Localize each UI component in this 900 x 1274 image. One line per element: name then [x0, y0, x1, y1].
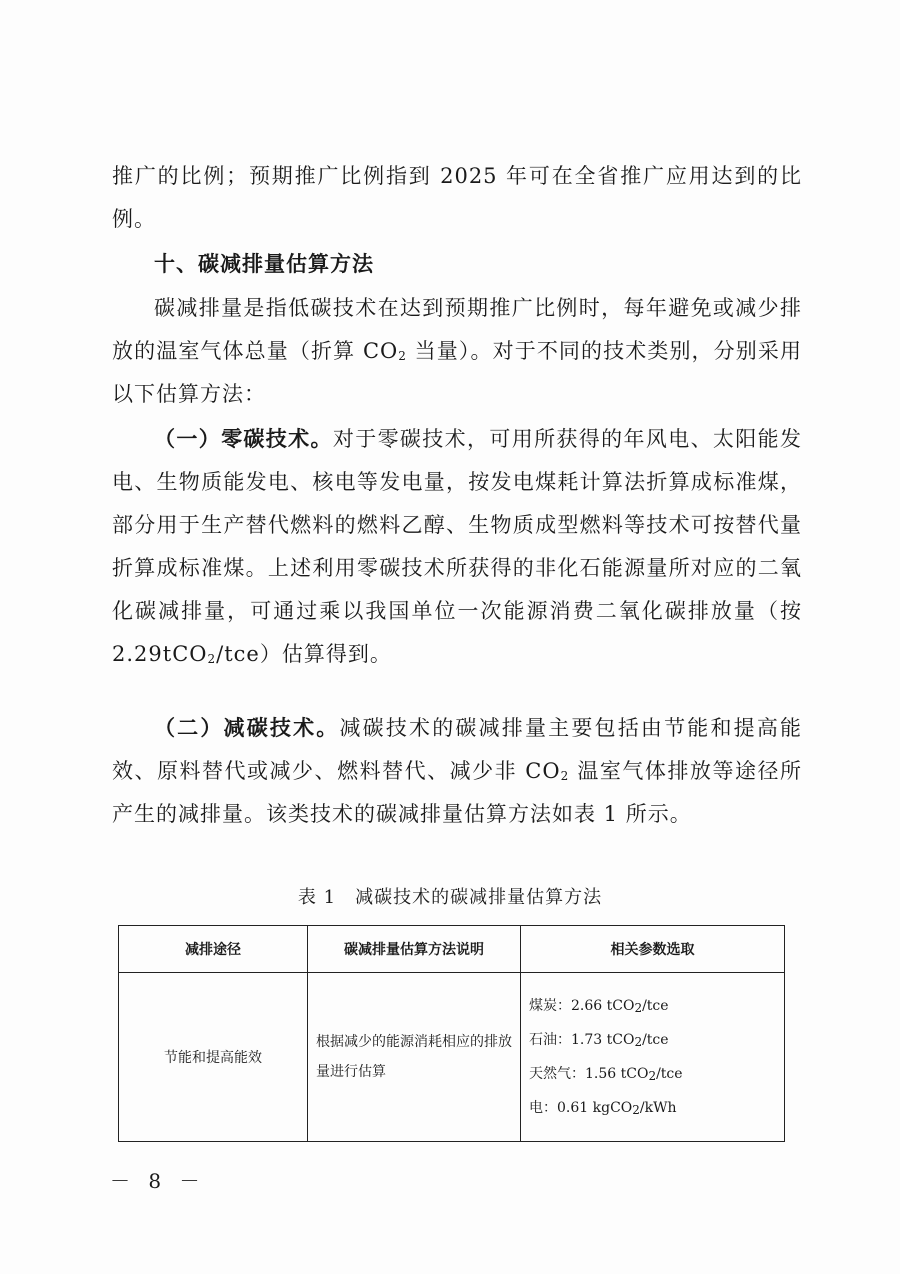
table-row [119, 973, 785, 1142]
cell-route: 节能和提高能效 [119, 973, 308, 1142]
paragraph-definition-block [112, 287, 802, 416]
reduce-carbon-lead: （二）减碳技术。 [154, 716, 340, 740]
paragraph-reduce-carbon: （二）减碳技术。减碳技术的碳减排量主要包括由节能和提高能效、原料替代或减少、燃料替代、减少非 $CO_2$ 温室气体排放等途径所产生的减排量。该类技术的碳减排量估算方法如表 1 所示。 [112, 716, 803, 826]
body-text [112, 155, 802, 241]
param-oil: 石油：1.73 tCO$_2$/tce [529, 1032, 669, 1049]
section-heading: 十、碳减排量估算方法 [154, 252, 374, 276]
param-coal: 煤炭：2.66 tCO$_2$/tce [529, 998, 669, 1015]
estimation-methods-table [118, 925, 785, 1142]
header-params: 相关参数选取 [521, 926, 785, 973]
paragraph-zero-carbon-block [112, 418, 802, 676]
param-electricity: 电：0.61 kgCO$_2$/kWh [529, 1100, 677, 1117]
paragraph-definition: 碳减排量是指低碳技术在达到预期推广比例时，每年避免或减少排放的温室气体总量（折算 $CO_2$ 当量）。对于不同的技术类别，分别采用以下估算方法： [112, 296, 802, 406]
header-method: 碳减排量估算方法说明 [308, 926, 521, 973]
paragraph-continuation: 推广的比例；预期推广比例指到 2025 年可在全省推广应用达到的比例。 [112, 164, 802, 231]
header-route: 减排途径 [119, 926, 308, 973]
cell-method: 根据减少的能源消耗相应的排放量进行估算 [308, 973, 521, 1142]
table-header-row [119, 926, 785, 973]
cell-params [521, 973, 785, 1142]
paragraph-zero-carbon: （一）零碳技术。对于零碳技术，可用所获得的年风电、太阳能发电、生物质能发电、核电等发电量，按发电煤耗计算法折算成标准煤，部分用于生产替代燃料的燃料乙醇、生物质成型燃料等技术可按替代量折算成标准煤。上述利用零碳技术所获得的非化石能源量所对应的二氧化碳减排量，可通过乘以我国单位一次能源消费二氧化碳排放量（按 2.29tCO$_2$/tce）估算得到。 [112, 427, 803, 666]
page-number: － 8 － [110, 1169, 206, 1193]
section-heading-block [112, 243, 802, 286]
zero-carbon-lead: （一）零碳技术。 [154, 427, 333, 451]
paragraph-reduce-carbon-block [112, 707, 802, 836]
table-caption: 表 1 减碳技术的碳减排量估算方法 [297, 887, 603, 908]
param-gas: 天然气：1.56 tCO$_2$/tce [529, 1066, 683, 1083]
